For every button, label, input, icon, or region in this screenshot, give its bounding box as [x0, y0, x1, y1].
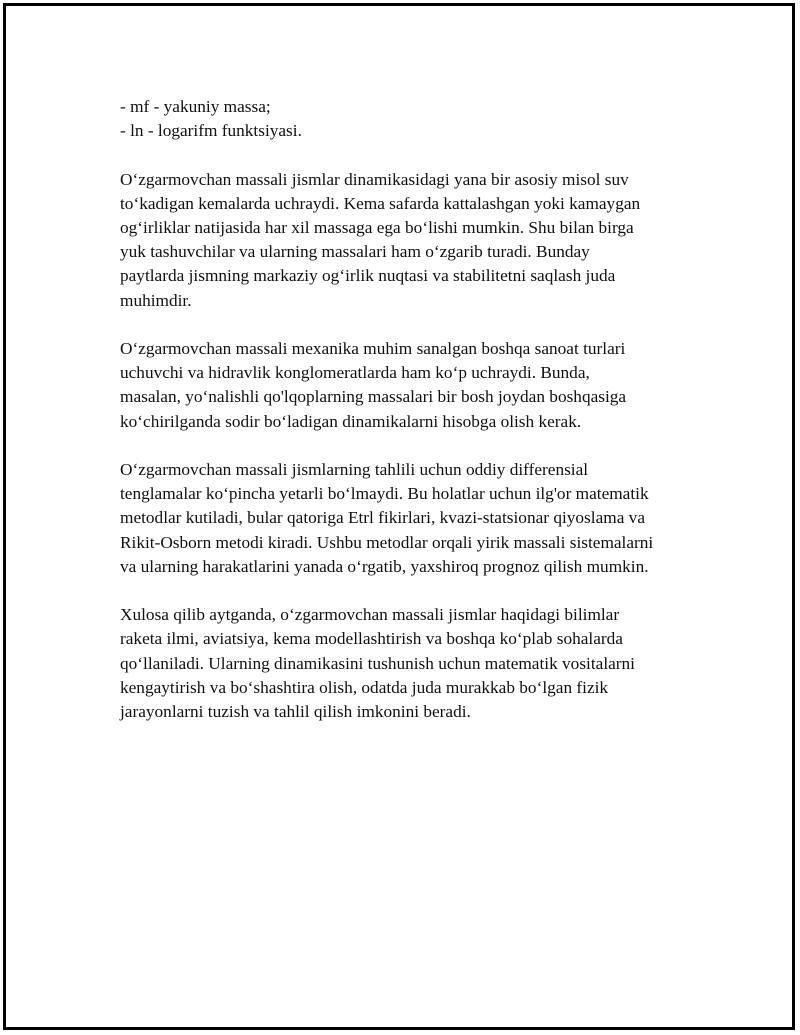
paragraph-methods [120, 458, 720, 579]
text-line: ko‘chirilganda sodir bo‘ladigan dinamikalarni hisobga olish kerak. [120, 411, 582, 431]
text-line: O‘zgarmovchan massali mexanika muhim sanalgan boshqa sanoat turlari [120, 339, 626, 358]
paragraph-ships [120, 168, 720, 313]
paragraph-variable-list [120, 95, 720, 143]
text-line: qo‘llaniladi. Ularning dinamikasini tushunish uchun matematik vositalarni [120, 653, 635, 673]
text-line: paytlarda jismning markaziy og‘irlik nuqtasi va stabilitetni saqlash juda [120, 266, 616, 286]
text-line: yuk tashuvchilar va ularning massalari ham o‘zgarib turadi. Bunday [120, 242, 590, 262]
text-line: uchuvchi va hidravlik konglomeratlarda ham ko‘p uchraydi. Bunda, [120, 363, 590, 383]
text-line: O‘zgarmovchan massali jismlar dinamikasidagi yana bir asosiy misol suv [120, 169, 629, 189]
text-line: O‘zgarmovchan massali jismlarning tahlili uchun oddiy differensial [120, 460, 589, 479]
text-line: to‘kadigan kemalarda uchraydi. Kema safarda kattalashgan yoki kamaygan [120, 193, 641, 213]
page-frame [3, 3, 795, 1030]
text-line: masalan, yo‘nalishli qo'lqoplarning massalari bir bosh joydan boshqasiga [120, 387, 627, 407]
text-line: Rikit-Osborn metodi kiradi. Ushbu metodlar orqali yirik massali sistemalarni [120, 532, 654, 552]
document-body [120, 95, 720, 748]
text-line: Xulosa qilib aytganda, o‘zgarmovchan massali jismlar haqidagi bilimlar [120, 605, 620, 625]
text-line: tenglamalar ko‘pincha yetarli bo‘lmaydi. Bu holatlar uchun ilg'or matematik [120, 484, 649, 504]
text-line: - ln - logarifm funktsiyasi. [120, 121, 302, 141]
text-line: muhimdir. [120, 290, 192, 310]
text-line: og‘irliklar natijasida har xil massaga ega bo‘lishi mumkin. Shu bilan birga [120, 218, 634, 237]
text-line: kengaytirish va bo‘shashtira olish, odatda juda murakkab bo‘lgan fizik [120, 677, 609, 697]
text-line: jarayonlarni tuzish va tahlil qilish imkonini beradi. [120, 702, 471, 722]
text-line: raketa ilmi, aviatsiya, kema modellashtirish va boshqa ko‘plab sohalarda [120, 629, 623, 649]
text-line: metodlar kutiladi, bular qatoriga Etrl fikirlari, kvazi-statsionar qiyoslama va [120, 508, 645, 528]
text-line: va ularning harakatlarini yanada o‘rgatib, yaxshiroq prognoz qilish mumkin. [120, 556, 649, 576]
paragraph-conclusion [120, 603, 720, 724]
text-line: - mf - yakuniy massa; [120, 97, 271, 116]
paragraph-industry [120, 337, 720, 434]
